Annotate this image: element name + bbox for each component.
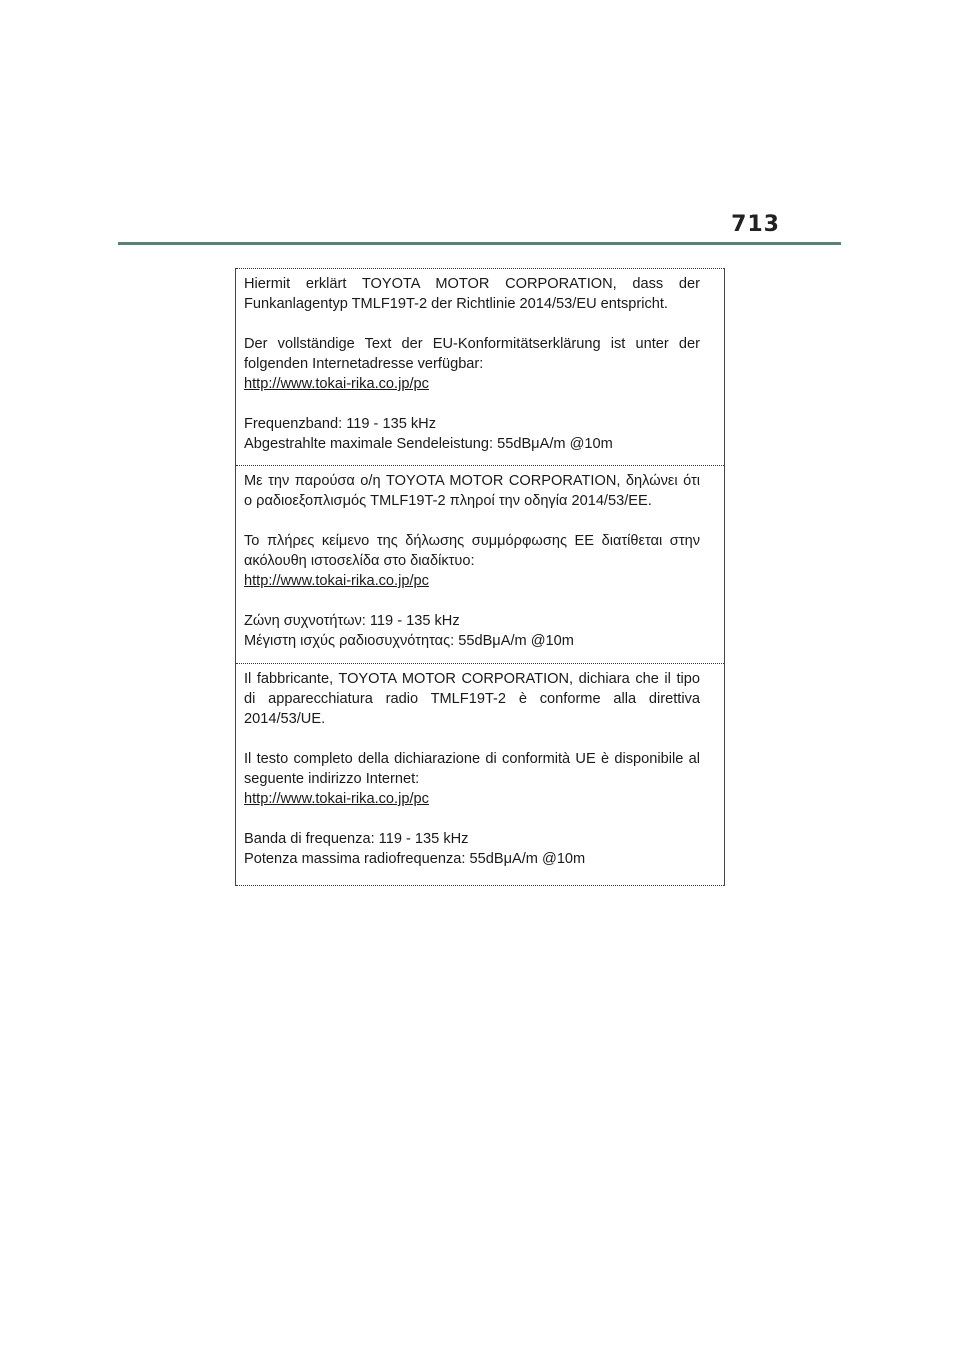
full-text-block (244, 749, 700, 809)
declaration-text: Il fabbricante, TOYOTA MOTOR CORPORATION, dichiara che il tipo di apparecchiatura radio TMLF19T-2 è conforme alla direttiva 2014/53/UE. (244, 671, 700, 727)
declaration-text: Με την παρούσα ο/η TOYOTA MOTOR CORPORATION, δηλώνει ότι ο ραδιοεξοπλισμός TMLF19T-2 πληροί την οδηγία 2014/53/ΕΕ. (244, 473, 700, 509)
frequency-band: Frequenzband: 119 - 135 kHz (244, 416, 436, 432)
frequency-band: Ζώνη συχνοτήτων: 119 - 135 kHz (244, 613, 460, 629)
header-rule (118, 242, 841, 245)
eu-declaration-box (235, 268, 725, 886)
frequency-band: Banda di frequenza: 119 - 135 kHz (244, 831, 469, 847)
declaration-link[interactable]: http://www.tokai-rika.co.jp/pc (244, 791, 429, 807)
max-power: Potenza massima radiofrequenza: 55dBμA/m @10m (244, 851, 586, 867)
full-text-block (244, 531, 700, 591)
max-power: Abgestrahlte maximale Sendeleistung: 55dBμA/m @10m (244, 436, 613, 452)
page-number: 713 (731, 212, 780, 237)
declaration-section-italian (236, 663, 724, 886)
full-text-block (244, 334, 700, 394)
tech-specs (244, 414, 700, 454)
declaration-text: Hiermit erklärt TOYOTA MOTOR CORPORATION, dass der Funkanlagentyp TMLF19T-2 der Richtlinie 2014/53/EU entspricht. (244, 276, 700, 312)
full-text-intro: Der vollständige Text der EU-Konformitätserklärung ist unter der folgenden Internetadresse verfügbar: (244, 336, 700, 372)
declaration-link[interactable]: http://www.tokai-rika.co.jp/pc (244, 376, 429, 392)
full-text-intro: Il testo completo della dichiarazione di conformità UE è disponibile al seguente indirizzo Internet: (244, 751, 700, 787)
declaration-section-german (236, 268, 724, 466)
full-text-intro: Το πλήρες κείμενο της δήλωσης συμμόρφωσης ΕΕ διατίθεται στην ακόλουθη ιστοσελίδα στο διαδίκτυο: (244, 533, 700, 569)
max-power: Μέγιστη ισχύς ραδιοσυχνότητας: 55dBμA/m @10m (244, 633, 574, 649)
tech-specs (244, 611, 700, 651)
declaration-section-greek (236, 465, 724, 664)
declaration-link[interactable]: http://www.tokai-rika.co.jp/pc (244, 573, 429, 589)
tech-specs (244, 829, 700, 869)
